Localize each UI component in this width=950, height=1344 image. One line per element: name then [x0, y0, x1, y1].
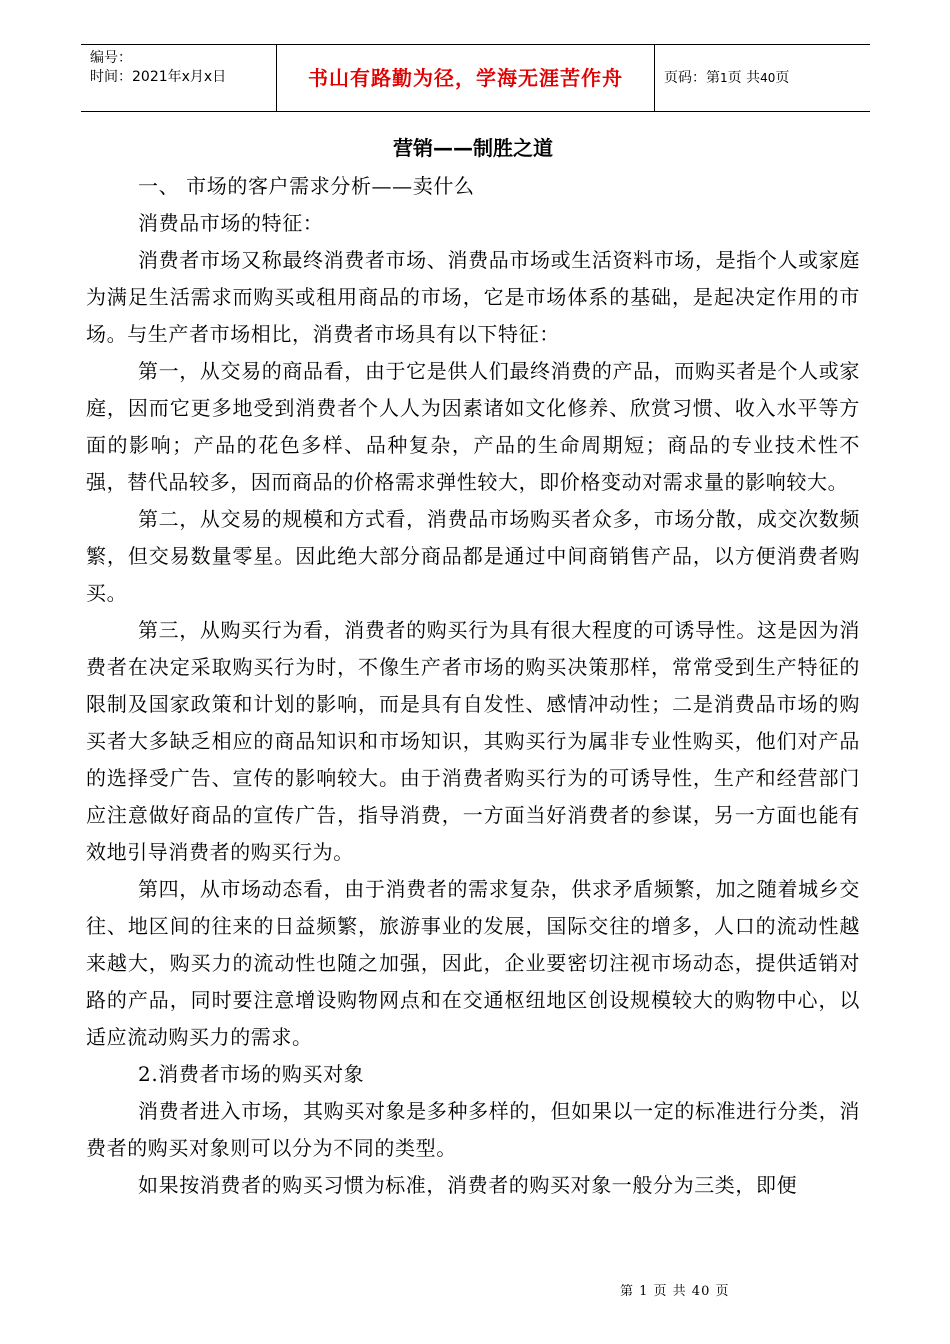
- paragraph: 消费者市场又称最终消费者市场、消费品市场或生活资料市场，是指个人或家庭为满足生活需求而购买或租用商品的市场，它是市场体系的基础，是起决定作用的市场。与生产者市场相比，消费者市场具有以下特征：: [86, 248, 860, 346]
- subheading: 2.消费者市场的购买对象: [138, 1062, 365, 1086]
- page-label-suffix: 页: [775, 70, 790, 86]
- page-current: 1: [720, 71, 728, 85]
- section-heading: 一、 市场的客户需求分析——卖什么: [138, 174, 475, 198]
- paragraph: 第四，从市场动态看，由于消费者的需求复杂，供求矛盾频繁，加之随着城乡交往、地区间的往来的日益频繁，旅游事业的发展，国际交往的增多，人口的流动性越来越大，购买力的流动性也随之加强，因此，企业要密切注视市场动态，提供适销对路的产品，同时要注意增设购物网点和在交通枢纽地区创设规模较大的购物中心，以适应流动购买力的需求。: [86, 877, 860, 1049]
- paragraph: 第三，从购买行为看，消费者的购买行为具有很大程度的可诱导性。这是因为消费者在决定采取购买行为时，不像生产者市场的购买决策那样，常常受到生产特征的限制及国家政策和计划的影响，而是具有自发性、感情冲动性；二是消费品市场的购买者大多缺乏相应的商品知识和市场知识，其购买行为属非专业性购买，他们对产品的选择受广告、宣传的影响较大。由于消费者购买行为的可诱导性，生产和经营部门应注意做好商品的宣传广告，指导消费，一方面当好消费者的参谋，另一方面也能有效地引导消费者的购买行为。: [86, 618, 860, 864]
- header-motto: 书山有路勤为径，学海无涯苦作舟: [277, 45, 655, 111]
- document-title: 营销——制胜之道: [393, 136, 553, 160]
- paragraph: 消费者进入市场，其购买对象是多种多样的，但如果以一定的标准进行分类，消费者的购买对象则可以分为不同的类型。: [86, 1099, 860, 1160]
- header-page-info: [655, 45, 870, 111]
- subheading: 消费品市场的特征：: [138, 211, 324, 235]
- page-label-mid: 页 共: [727, 70, 761, 86]
- header-meta: [81, 45, 277, 111]
- page-total: 40: [760, 71, 776, 85]
- paragraph: 第二，从交易的规模和方式看，消费品市场购买者众多，市场分散，成交次数频繁，但交易数量零星。因此绝大部分商品都是通过中间商销售产品，以方便消费者购买。: [86, 507, 860, 605]
- page-header: [81, 44, 870, 112]
- paragraph: 如果按消费者的购买习惯为标准，消费者的购买对象一般分为三类，即便: [138, 1173, 798, 1197]
- page-footer: 第 1 页 共 40 页: [620, 1284, 730, 1299]
- page-label-prefix: 页码：第: [664, 70, 720, 86]
- paragraph: 第一，从交易的商品看，由于它是供人们最终消费的产品，而购买者是个人或家庭，因而它更多地受到消费者个人人为因素诸如文化修养、欣赏习惯、收入水平等方面的影响；产品的花色多样、品种复杂，产品的生命周期短；商品的专业技术性不强，替代品较多，因而商品的价格需求弹性较大，即价格变动对需求量的影响较大。: [86, 359, 860, 494]
- document-body: [86, 128, 860, 1204]
- date-label: 时间：2021年x月x日: [90, 69, 227, 85]
- serial-label: 编号：: [90, 50, 132, 66]
